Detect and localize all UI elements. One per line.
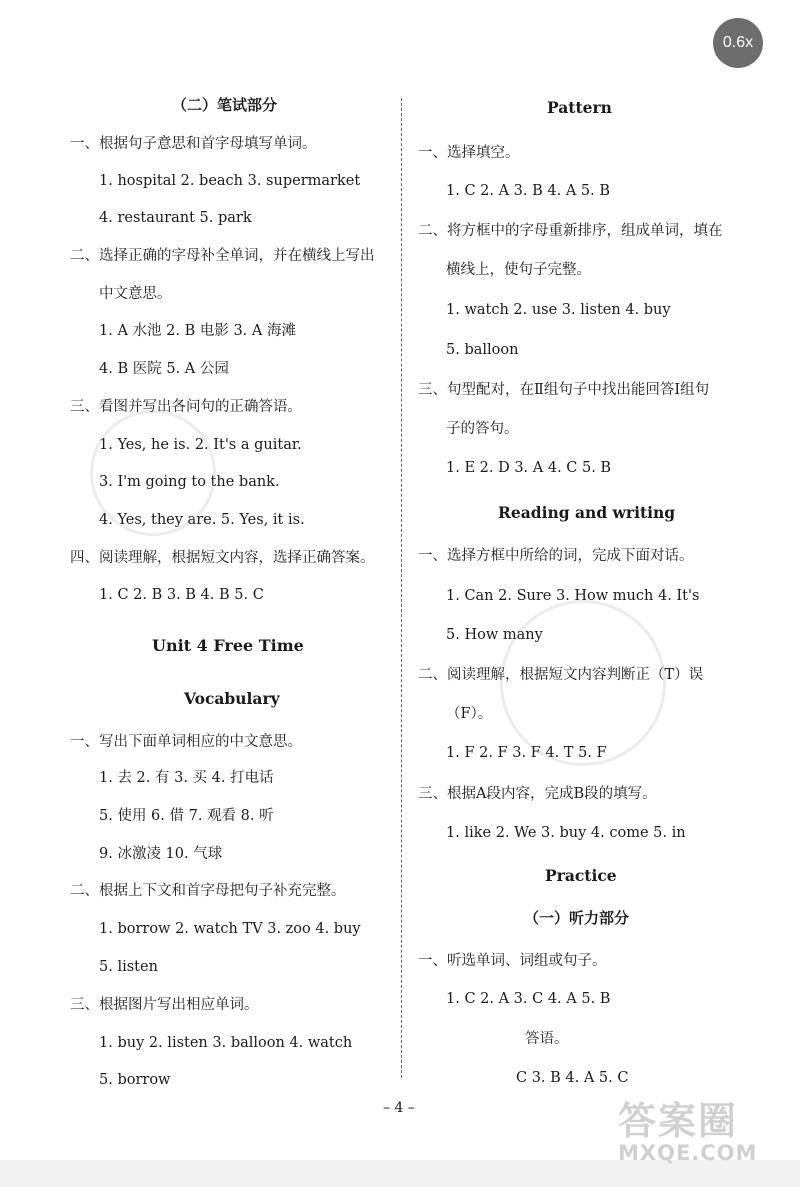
answer-line: 1. F 2. F 3. F 4. T 5. F [446,745,607,761]
answer-line: 5. balloon [446,342,519,358]
question-instruction-continued: 子的答句。 [446,421,519,437]
question-instruction-continued: 横线上，使句子完整。 [446,262,591,278]
answer-line: 1. borrow 2. watch TV 3. zoo 4. buy [99,921,361,937]
answer-line: 1. C 2. A 3. C 4. A 5. B [446,991,611,1007]
watermark-logo-text: 答案圈 [618,1099,739,1143]
question-instruction: 二、根据上下文和首字母把句子补充完整。 [70,883,346,899]
answer-line: C 3. B 4. A 5. C [516,1070,629,1086]
section-written-heading: （二）笔试部分 [172,96,278,114]
question-instruction: 三、根据A段内容，完成B段的填写。 [418,786,657,802]
question-instruction: 四、阅读理解，根据短文内容，选择正确答案。 [70,550,375,566]
answer-line: 5. How many [446,627,543,643]
zoom-level-badge[interactable]: 0.6x [713,18,763,68]
answer-line: 5. 使用 6. 借 7. 观看 8. 听 [99,808,274,824]
question-instruction: 一、选择填空。 [418,145,520,161]
question-instruction: 一、写出下面单词相应的中文意思。 [70,734,302,750]
answer-line: 9. 冰激凌 10. 气球 [99,846,223,862]
question-instruction: 一、选择方框中所给的词，完成下面对话。 [418,548,694,564]
answer-line: 1. watch 2. use 3. listen 4. buy [446,302,671,318]
page-number: – 4 – [383,1100,415,1116]
watermark-url: MXQE.COM [618,1141,758,1165]
question-instruction: 三、根据图片写出相应单词。 [70,997,259,1013]
stamp-watermark [500,600,666,766]
unit-title: Unit 4 Free Time [152,636,304,655]
question-instruction: 二、阅读理解，根据短文内容判断正（T）误 [418,667,704,683]
answer-line: 1. buy 2. listen 3. balloon 4. watch [99,1035,353,1051]
answer-line: 1. hospital 2. beach 3. supermarket [99,173,361,189]
answer-line: 1. A 水池 2. B 电影 3. A 海滩 [99,323,296,339]
question-instruction: 一、根据句子意思和首字母填写单词。 [70,136,317,152]
answer-line: 1. Yes, he is. 2. It's a guitar. [99,437,302,453]
question-instruction: 三、看图并写出各问句的正确答语。 [70,399,302,415]
answer-line: 5. listen [99,959,158,975]
question-instruction: 二、选择正确的字母补全单词，并在横线上写出 [70,248,375,264]
question-instruction-fragment: 答语。 [525,1031,569,1047]
question-instruction: 三、句型配对，在Ⅱ组句子中找出能回答Ⅰ组句 [418,382,710,398]
answer-line: 1. C 2. A 3. B 4. A 5. B [446,183,611,199]
answer-line: 1. E 2. D 3. A 4. C 5. B [446,460,612,476]
section-title-reading-writing: Reading and writing [498,503,676,522]
answer-line: 1. like 2. We 3. buy 4. come 5. in [446,825,686,841]
question-instruction-continued: （F）。 [446,706,493,722]
stamp-watermark [90,410,216,536]
question-instruction: 一、听选单词、词组或句子。 [418,953,607,969]
answer-line: 4. Yes, they are. 5. Yes, it is. [99,512,305,528]
answer-line: 3. I'm going to the bank. [99,474,280,490]
section-title-practice: Practice [545,866,617,885]
site-watermark [618,1090,757,1165]
answer-line: 1. C 2. B 3. B 4. B 5. C [99,587,264,603]
question-instruction-continued: 中文意思。 [99,286,172,302]
section-listening-heading: （一）听力部分 [524,909,630,927]
answer-line: 4. restaurant 5. park [99,210,252,226]
answer-line: 1. Can 2. Sure 3. How much 4. It's [446,588,700,604]
column-divider [401,98,402,1078]
answer-line: 1. 去 2. 有 3. 买 4. 打电话 [99,770,274,786]
answer-line: 4. B 医院 5. A 公园 [99,361,229,377]
question-instruction: 二、将方框中的字母重新排序，组成单词，填在 [418,223,723,239]
section-title-vocabulary: Vocabulary [184,689,280,708]
section-title-pattern: Pattern [547,98,612,117]
answer-line: 5. borrow [99,1072,171,1088]
